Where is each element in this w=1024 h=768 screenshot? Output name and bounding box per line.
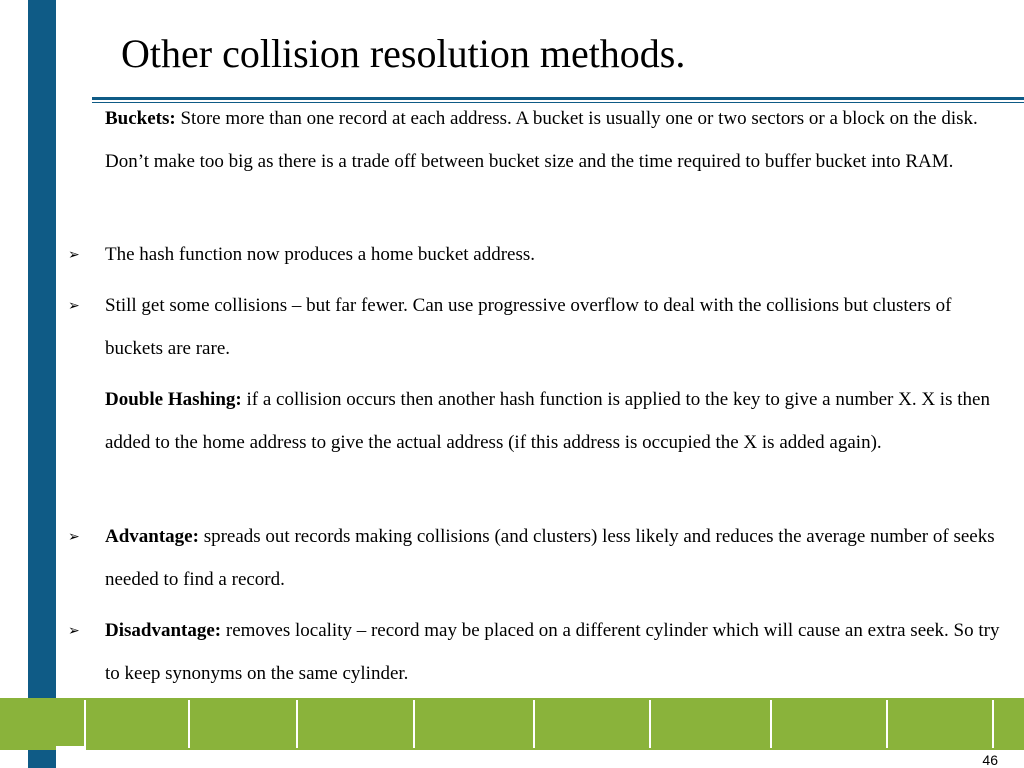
advantage-text: spreads out records making collisions (and clusters) less likely and reduces the average number of seeks needed to find a record. xyxy=(105,526,995,590)
buckets-label: Buckets: xyxy=(105,108,176,129)
left-accent-bar xyxy=(28,0,56,768)
bullet-collisions: Still get some collisions – but far fewer. Can use progressive overflow to deal with the collisions but clusters of buckets are rare. xyxy=(105,295,952,359)
double-hashing-label: Double Hashing: xyxy=(105,389,242,410)
bullet-arrow-icon: ➢ xyxy=(68,248,80,263)
buckets-text: Store more than one record at each address. A bucket is usually one or two sectors or a block on the disk. Don’t make too big as there is a trade off between bucket size and the time required to buffer bucket into RAM. xyxy=(105,108,978,172)
footer-divider xyxy=(533,700,535,748)
footer-divider xyxy=(770,700,772,748)
double-hashing-paragraph xyxy=(105,378,1000,464)
bullet-disadvantage xyxy=(105,609,1000,695)
bullet-advantage xyxy=(105,515,1000,601)
footer-divider xyxy=(886,700,888,748)
bullet-arrow-icon: ➢ xyxy=(68,530,80,545)
footer-divider xyxy=(84,700,86,748)
bullet-home-bucket: The hash function now produces a home bucket address. xyxy=(105,244,536,265)
footer-divider xyxy=(649,700,651,748)
bullet-arrow-icon: ➢ xyxy=(68,624,80,639)
slide-title: Other collision resolution methods. xyxy=(121,31,686,76)
footer-divider xyxy=(188,700,190,748)
footer-divider xyxy=(992,700,994,748)
footer-notch xyxy=(56,746,86,750)
disadvantage-label: Disadvantage: xyxy=(105,620,222,641)
advantage-label: Advantage: xyxy=(105,526,199,547)
disadvantage-text: removes locality – record may be placed on a different cylinder which will cause an extra seek. So try to keep synonyms on the same cylinder. xyxy=(105,620,1000,684)
footer-divider xyxy=(296,700,298,748)
footer-divider xyxy=(413,700,415,748)
buckets-paragraph xyxy=(105,97,1000,183)
page-number: 46 xyxy=(982,752,998,768)
double-hashing-text: if a collision occurs then another hash function is applied to the key to give a number X. X is then added to the home address to give the actual address (if this address is occupied the X is added again). xyxy=(105,389,990,453)
footer-band xyxy=(0,698,1024,750)
bullet-arrow-icon: ➢ xyxy=(68,299,80,314)
